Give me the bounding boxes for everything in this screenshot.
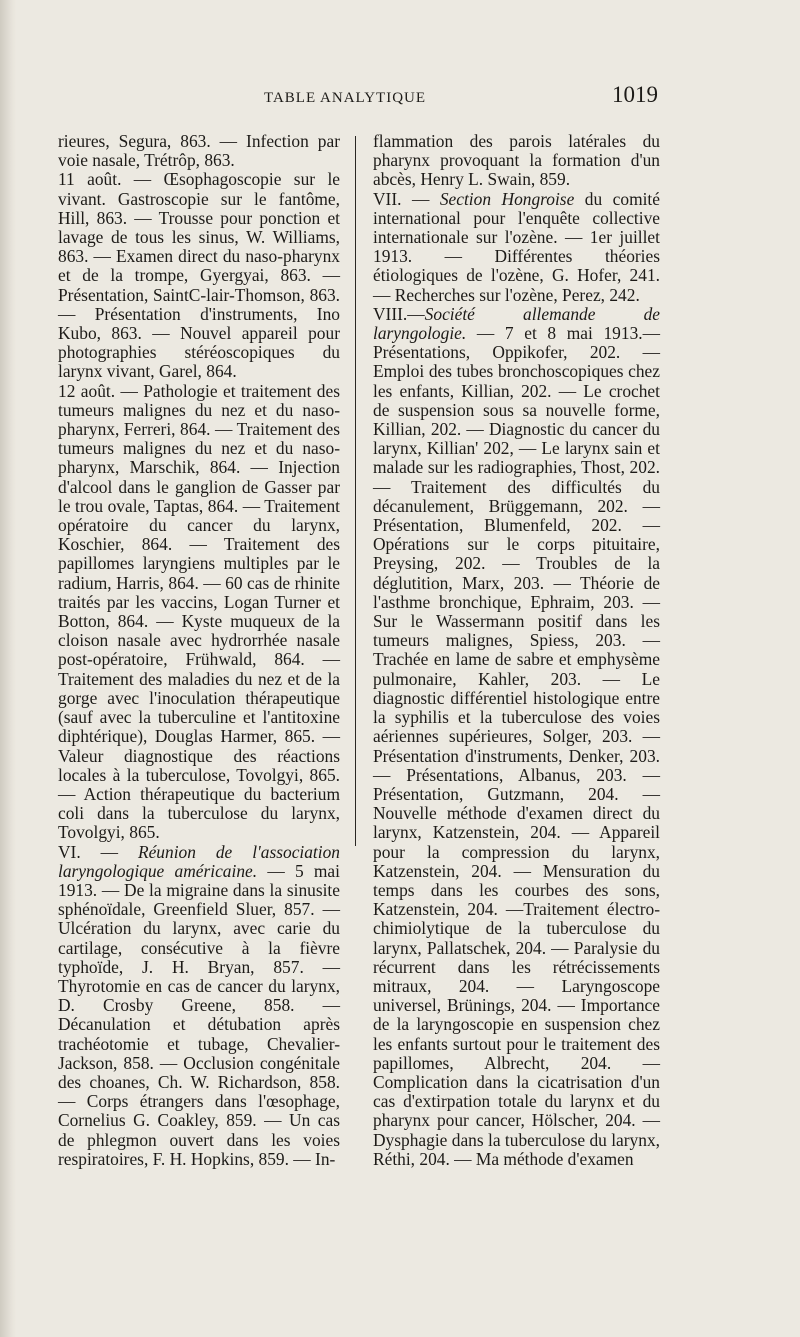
entry-paragraph: 12 août. — Pathologie et traitement des tumeurs malignes du nez et du naso-pharynx, Ferreri, 864. — Traitement des tumeurs malignes du nez et du naso-pharynx, Marschik, 864. — Injection d'alcool dans le ganglion de Gasser par le trou ovale, Taptas, 864. — Traitement opératoire du cancer du larynx, Koschier, 864. — Traitement des papillomes laryngiens multiples par le radium, Harris, 864. — 60 cas de rhinite traités par les vaccins, Logan Turner et Botton, 864. — Kyste muqueux de la cloison nasale avec hydrorrhée nasale post-opératoire, Frühwald, 864. — Traitement des maladies du nez et de la gorge avec l'inoculation thérapeutique (sauf avec la tuberculine et l'antitoxine diphtérique), Douglas Harmer, 865. — Valeur diagnostique des réactions locales à la tuberculose, Tovolgyi, 865. — Action thérapeutique du bacterium coli dans la tuberculose du larynx, Tovolgyi, 865.	[58, 380, 340, 843]
section-entry	[58, 843, 340, 1169]
page-binding-edge	[0, 0, 16, 1337]
column-divider	[355, 136, 356, 846]
section-heading: Section Hongroise	[439, 188, 575, 209]
running-title: TABLE ANALYTIQUE	[264, 90, 427, 106]
right-column	[373, 132, 660, 1169]
section-number: VI. —	[58, 841, 138, 862]
entry-paragraph: 11 août. — Œsophagoscopie sur le vivant. Gastroscopie sur le fantôme, Hill, 863. — Trousse pour ponction et lavage de tous les sinus, W. Williams, 863. — Examen direct du naso-pharynx et de la trompe, Gyergyai, 863. — Présentation, SaintC-lair-Thomson, 863. — Présentation d'instruments, Ino Kubo, 863. — Nouvel appareil pour photographies stéréoscopiques du larynx vivant, Garel, 864.	[58, 169, 340, 382]
page-header	[0, 82, 800, 112]
section-text: — 5 mai 1913. — De la migraine dans la sinusite sphénoïdale, Greenfield Sluer, 857. — Ulcération du larynx, avec carie du cartilage, consécutive à la fièvre typhoïde, J. H. Bryan, 857. — Thyrotomie en cas de cancer du larynx, D. Crosby Greene, 858. — Décanulation et détubation après trachéotomie et tubage, Chevalier-Jackson, 858. — Occlusion congénitale des choanes, Ch. W. Richardson, 858. — Corps étrangers dans l'œsophage, Cornelius G. Coakley, 859. — Un cas de phlegmon ouvert dans les voies respiratoires, F. H. Hopkins, 859. — In-	[58, 860, 340, 1169]
section-entry	[373, 190, 660, 305]
section-number: VIII.—	[373, 303, 425, 324]
page-number: 1019	[612, 82, 658, 107]
left-column	[58, 132, 340, 1169]
section-entry	[373, 305, 660, 1169]
entry-paragraph: flammation des parois latérales du pharynx provoquant la formation d'un abcès, Henry L. Swain, 859.	[373, 131, 660, 190]
section-heading: Société allemande de laryngologie.	[373, 303, 660, 344]
section-text: du comité international pour l'enquête collective internationale sur l'ozène. — 1er juillet 1913. — Différentes théories étiologiques de l'ozène, G. Hofer, 241. — Recherches sur l'ozène, Perez, 242.	[373, 188, 660, 305]
section-number: VII. —	[373, 188, 440, 209]
section-text: — 7 et 8 mai 1913.— Présentations, Oppikofer, 202. — Emploi des tubes bronchoscopiques chez les enfants, Killian, 202. — Le crochet de suspension sous sa nouvelle forme, Killian, 202. — Diagnostic du cancer du larynx, Killian' 202, — Le larynx sain et malade sur les radiographies, Thost, 202.— Traitement des difficultés du décanulement, Brüggemann, 202. — Présentation, Blumenfeld, 202. — Opérations sur le corps pituitaire, Preysing, 202. — Troubles de la déglutition, Marx, 203. — Théorie de l'asthme bronchique, Ephraim, 203. — Sur le Wassermann positif dans les tumeurs malignes, Spiess, 203. — Trachée en lame de sabre et emphysème pulmonaire, Kahler, 203. — Le diagnostic différentiel histologique entre la syphilis et la tuberculose des voies aériennes supérieures, Solger, 203. — Présentation d'instruments, Denker, 203. — Présentations, Albanus, 203. — Présentation, Gutzmann, 204. — Nouvelle méthode d'examen direct du larynx, Katzenstein, 204. — Appareil pour la compression du larynx, Katzenstein, 204. — Mensuration du temps dans les courbes des sons, Katzenstein, 204. —Traitement électro-chimiolytique de la tuberculose du larynx, Pallatschek, 204. — Paralysie du récurrent dans les rétrécissements mitraux, 204. — Laryngoscope universel, Brünings, 204. — Importance de la laryngoscopie en suspension chez les enfants surtout pour le traitement des papillomes, Albrecht, 204. — Complication dans la cicatrisation d'un cas d'extirpation totale du larynx et du pharynx pour cancer, Hölscher, 204. — Dysphagie dans la tuberculose du larynx, Réthi, 204. — Ma méthode d'examen	[373, 323, 660, 1169]
entry-paragraph: rieures, Segura, 863. — Infection par voie nasale, Trétrôp, 863.	[58, 131, 340, 171]
section-heading: Réunion de l'association laryngologique américaine.	[58, 841, 340, 881]
